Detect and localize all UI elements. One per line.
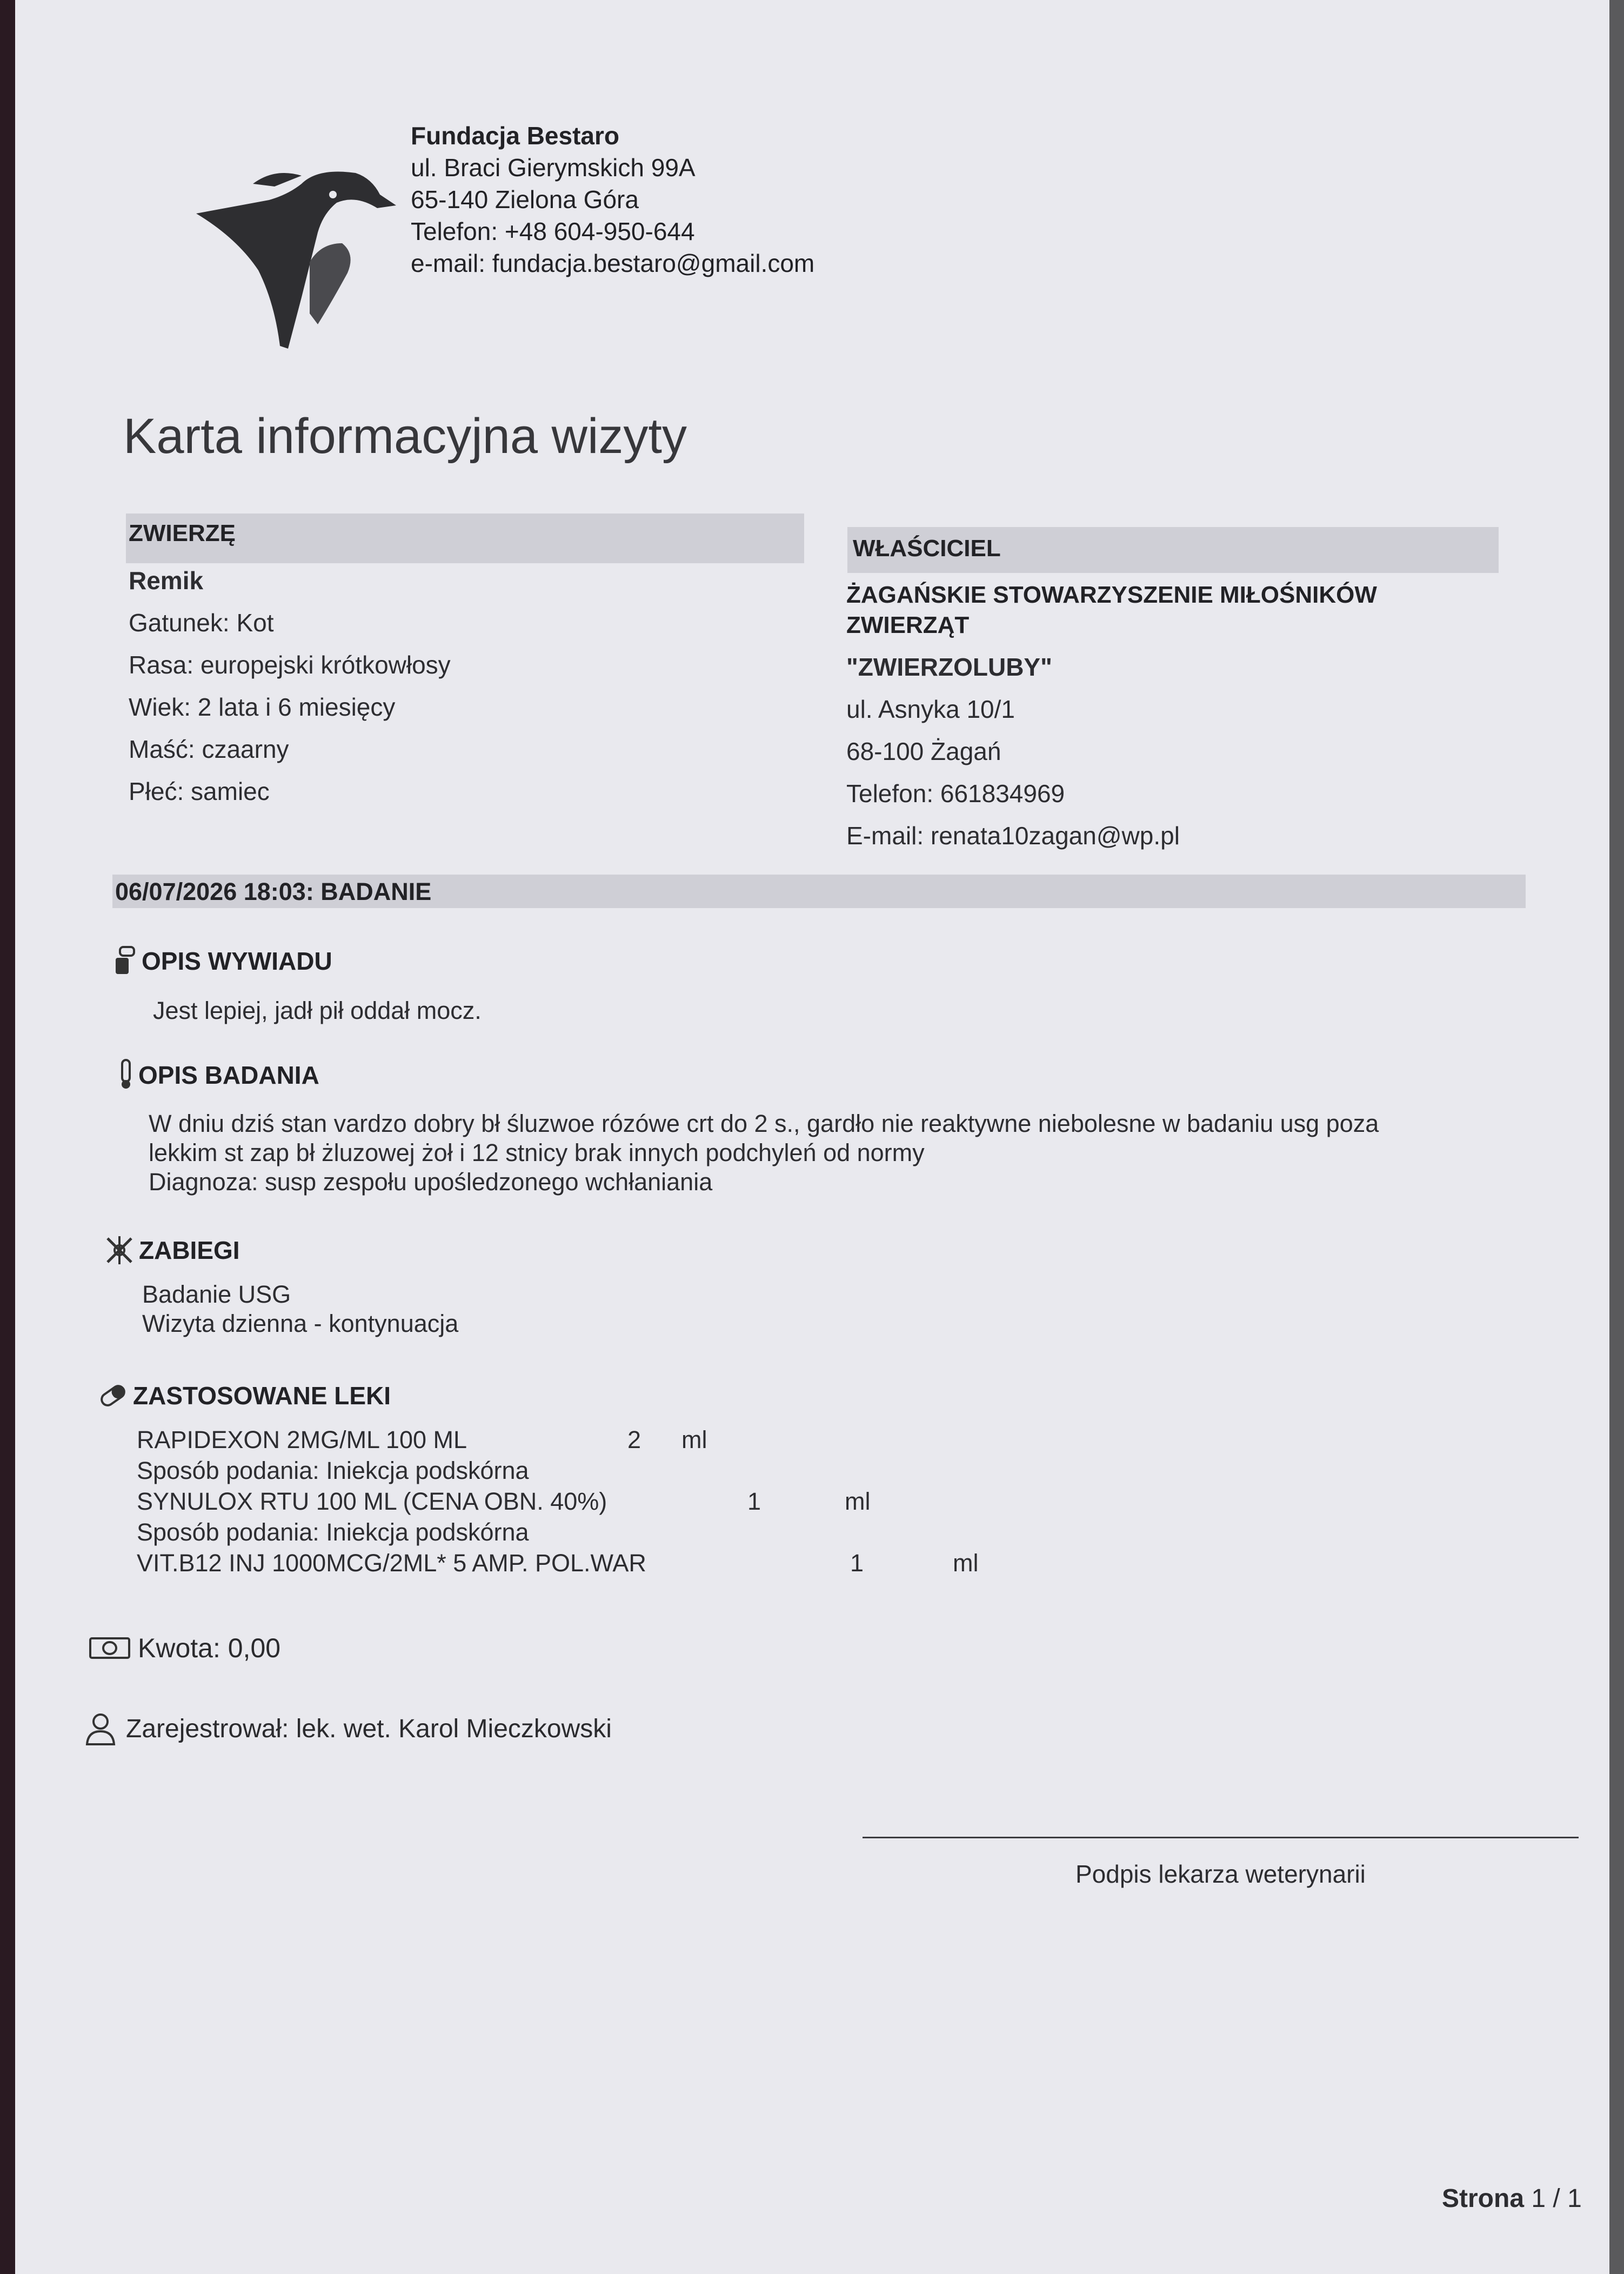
banknote-icon <box>88 1635 131 1661</box>
foundation-logo-icon <box>193 162 399 357</box>
drug-row <box>137 1486 978 1517</box>
page-label: Strona <box>1442 2184 1525 2213</box>
organization-header <box>411 120 814 279</box>
owner-name-line3: "ZWIERZOLUBY" <box>846 653 1052 681</box>
page-total: 1 <box>1567 2184 1582 2213</box>
exam-title: OPIS BADANIA <box>138 1061 319 1089</box>
procedures-section-title <box>104 1235 240 1265</box>
user-icon <box>83 1711 118 1746</box>
animal-species: Gatunek: Kot <box>129 609 274 637</box>
amount-text: Kwota: 0,00 <box>138 1633 281 1663</box>
animal-sex: Płeć: samiec <box>129 777 270 805</box>
owner-name <box>846 580 1377 641</box>
animal-header: ZWIERZĘ <box>129 520 236 546</box>
owner-phone: Telefon: 661834969 <box>846 779 1065 808</box>
drug-qty: 1 <box>850 1549 864 1577</box>
drugs-list <box>137 1424 978 1578</box>
owner-name-line1: ŻAGAŃSKIE STOWARZYSZENIE MIŁOŚNIKÓW <box>846 582 1377 608</box>
animal-age: Wiek: 2 lata i 6 miesięcy <box>129 693 396 721</box>
drug-name: VIT.B12 INJ 1000MCG/2ML* 5 AMP. POL.WAR <box>137 1549 646 1577</box>
owner-city: 68-100 Żagań <box>846 737 1001 765</box>
animal-name: Remik <box>129 566 204 595</box>
signature-line <box>863 1837 1579 1838</box>
owner-details <box>846 646 1180 857</box>
drug-route: Sposób podania: Iniekcja podskórna <box>137 1518 529 1546</box>
drug-qty: 1 <box>747 1488 761 1515</box>
document-page <box>15 0 1609 2274</box>
thermometer-icon <box>118 1058 134 1092</box>
drug-name: RAPIDEXON 2MG/ML 100 ML <box>137 1426 467 1453</box>
owner-name-line2: ZWIERZĄT <box>846 612 970 638</box>
page-current: 1 <box>1531 2184 1546 2213</box>
exam-line: lekkim st zap bł żluzowej żoł i 12 stnicy brak innych podchyleń od normy <box>149 1139 925 1166</box>
procedures-list <box>142 1280 458 1338</box>
registered-row <box>83 1711 612 1746</box>
page-title: Karta informacyjna wizyty <box>123 409 687 464</box>
pill-icon <box>97 1382 129 1409</box>
page-number <box>1442 2184 1582 2213</box>
animal-color: Maść: czaarny <box>129 735 289 763</box>
interview-title: OPIS WYWIADU <box>142 947 332 975</box>
drug-qty: 2 <box>627 1426 641 1453</box>
procedure-item: Badanie USG <box>142 1281 291 1308</box>
animal-details <box>129 559 451 812</box>
visit-header: 06/07/2026 18:03: BADANIE <box>115 878 432 905</box>
exam-line: W dniu dziś stan vardzo dobry bł śluzwoe rózówe crt do 2 s., gardło nie reaktywne niebolesne w badaniu usg poza <box>149 1110 1379 1137</box>
drugs-section-title <box>97 1381 391 1410</box>
interview-text: Jest lepiej, jadł pił oddał mocz. <box>153 997 482 1024</box>
procedures-title: ZABIEGI <box>139 1236 240 1264</box>
animal-breed: Rasa: europejski krótkowłosy <box>129 651 451 679</box>
organization-street: ul. Braci Gierymskich 99A <box>411 154 696 182</box>
page-separator: / <box>1553 2184 1560 2213</box>
exam-line: Diagnoza: susp zespołu upośledzonego wchłaniania <box>149 1168 713 1196</box>
exam-section-title <box>118 1058 319 1092</box>
registered-text: Zarejestrował: lek. wet. Karol Mieczkowski <box>126 1714 612 1743</box>
organization-phone: Telefon: +48 604-950-644 <box>411 217 695 245</box>
drug-row <box>137 1548 978 1578</box>
drug-row <box>137 1424 978 1455</box>
drug-route: Sposób podania: Iniekcja podskórna <box>137 1457 529 1484</box>
procedures-icon <box>104 1235 135 1265</box>
drug-unit: ml <box>681 1426 707 1453</box>
interview-section-title <box>112 945 332 977</box>
drug-unit: ml <box>953 1549 979 1577</box>
drugs-title: ZASTOSOWANE LEKI <box>133 1382 391 1410</box>
signature-label: Podpis lekarza weterynarii <box>1075 1860 1366 1888</box>
drug-name: SYNULOX RTU 100 ML (CENA OBN. 40%) <box>137 1488 607 1515</box>
owner-street: ul. Asnyka 10/1 <box>846 695 1015 723</box>
procedure-item: Wizyta dzienna - kontynuacja <box>142 1310 459 1337</box>
interview-icon <box>112 945 137 977</box>
amount-row <box>88 1632 280 1664</box>
drug-unit: ml <box>845 1488 871 1515</box>
owner-email: E-mail: renata10zagan@wp.pl <box>846 822 1180 850</box>
organization-name: Fundacja Bestaro <box>411 122 619 150</box>
organization-city: 65-140 Zielona Góra <box>411 185 639 214</box>
exam-text <box>149 1109 1379 1197</box>
owner-header: WŁAŚCICIEL <box>853 535 1001 562</box>
organization-email: e-mail: fundacja.bestaro@gmail.com <box>411 249 815 277</box>
